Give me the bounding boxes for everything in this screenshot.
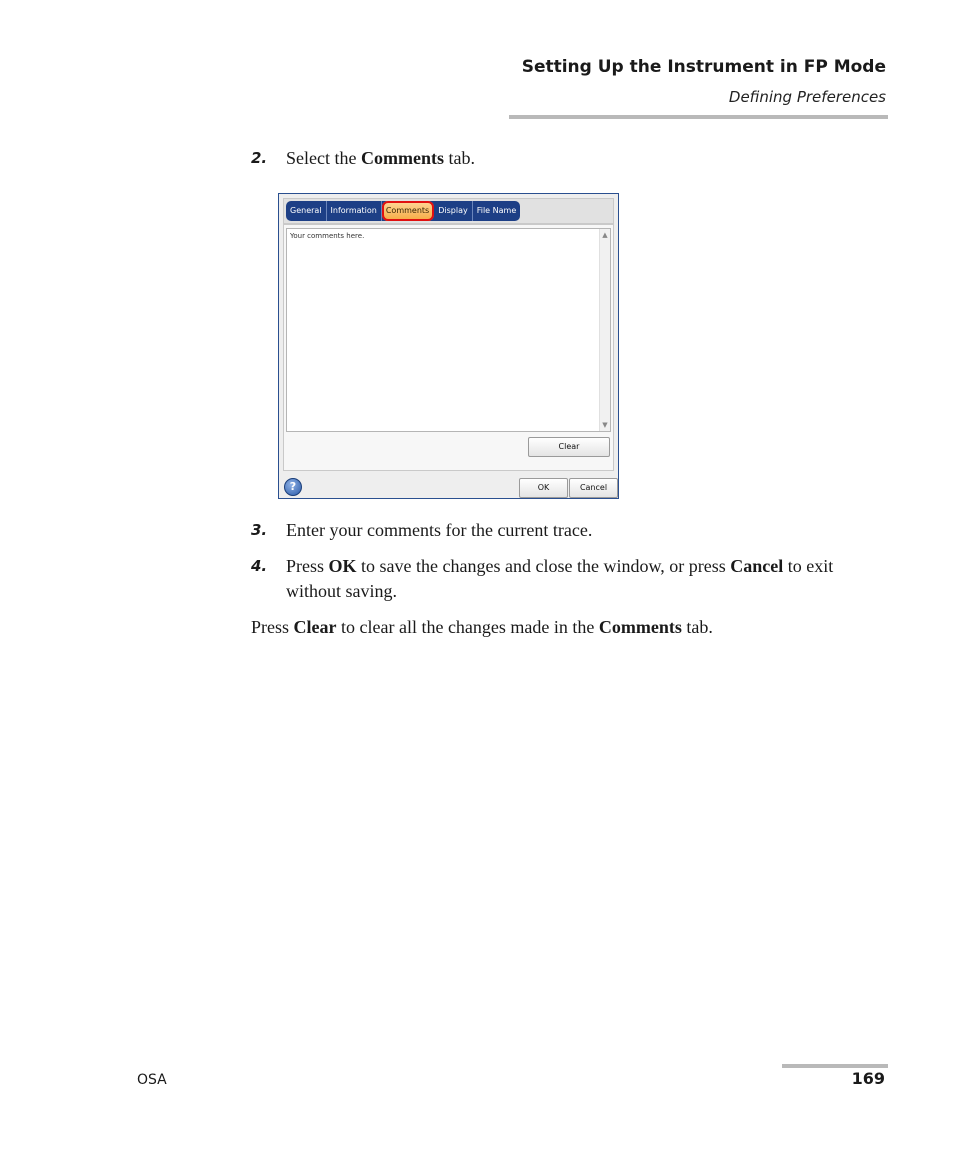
header-title: Setting Up the Instrument in FP Mode: [521, 57, 886, 77]
step-4: [251, 554, 886, 604]
note-paragraph: [251, 615, 891, 640]
text-run: Press: [251, 617, 294, 637]
tabs: [286, 201, 520, 221]
clear-button[interactable]: Clear: [528, 437, 610, 457]
text-bold: Clear: [293, 617, 337, 637]
tab-general[interactable]: General: [286, 201, 327, 221]
vertical-scrollbar[interactable]: [599, 229, 610, 431]
step-text: [286, 146, 886, 171]
comments-dialog: [278, 193, 619, 499]
text-bold: OK: [328, 556, 357, 576]
question-mark-icon[interactable]: ?: [284, 478, 302, 496]
cancel-button[interactable]: Cancel: [569, 478, 618, 498]
tab-comments[interactable]: Comments: [382, 201, 434, 221]
text-bold: Comments: [360, 148, 444, 168]
text-run: Select the: [286, 148, 361, 168]
text-run: tab.: [443, 148, 475, 168]
text-run: Press: [286, 556, 329, 576]
tab-bar: [283, 198, 614, 224]
step-2: [251, 146, 886, 171]
step-3: [251, 518, 886, 543]
step-number: 3.: [251, 521, 268, 539]
text-run: to clear all the changes made in the: [336, 617, 599, 637]
tab-file-name[interactable]: File Name: [476, 206, 517, 215]
text-run: to exit without saving.: [286, 556, 834, 601]
ok-button[interactable]: OK: [519, 478, 568, 498]
footer-rule: [782, 1064, 888, 1068]
scroll-down-icon[interactable]: ▼: [602, 421, 608, 429]
step-text: [286, 554, 886, 604]
tab-information[interactable]: Information: [327, 201, 382, 221]
step-text: Enter your comments for the current trace.: [286, 520, 593, 540]
header-rule: [509, 115, 888, 119]
text-bold: Comments: [598, 617, 682, 637]
footer-product: OSA: [137, 1072, 167, 1088]
scroll-up-icon[interactable]: ▲: [602, 231, 608, 239]
text-bold: Cancel: [730, 556, 784, 576]
page-number: 169: [851, 1069, 885, 1088]
step-number: 2.: [251, 149, 268, 167]
text-run: to save the changes and close the window, or press: [356, 556, 731, 576]
comments-placeholder: Your comments here.: [290, 232, 365, 240]
tab-display[interactable]: Display: [434, 201, 473, 221]
header-subtitle: Defining Preferences: [728, 88, 886, 106]
comments-panel: [283, 224, 614, 471]
comments-textarea[interactable]: [286, 228, 611, 432]
dialog-bottom-bar: [280, 475, 617, 498]
text-run: tab.: [681, 617, 713, 637]
step-number: 4.: [251, 557, 268, 575]
